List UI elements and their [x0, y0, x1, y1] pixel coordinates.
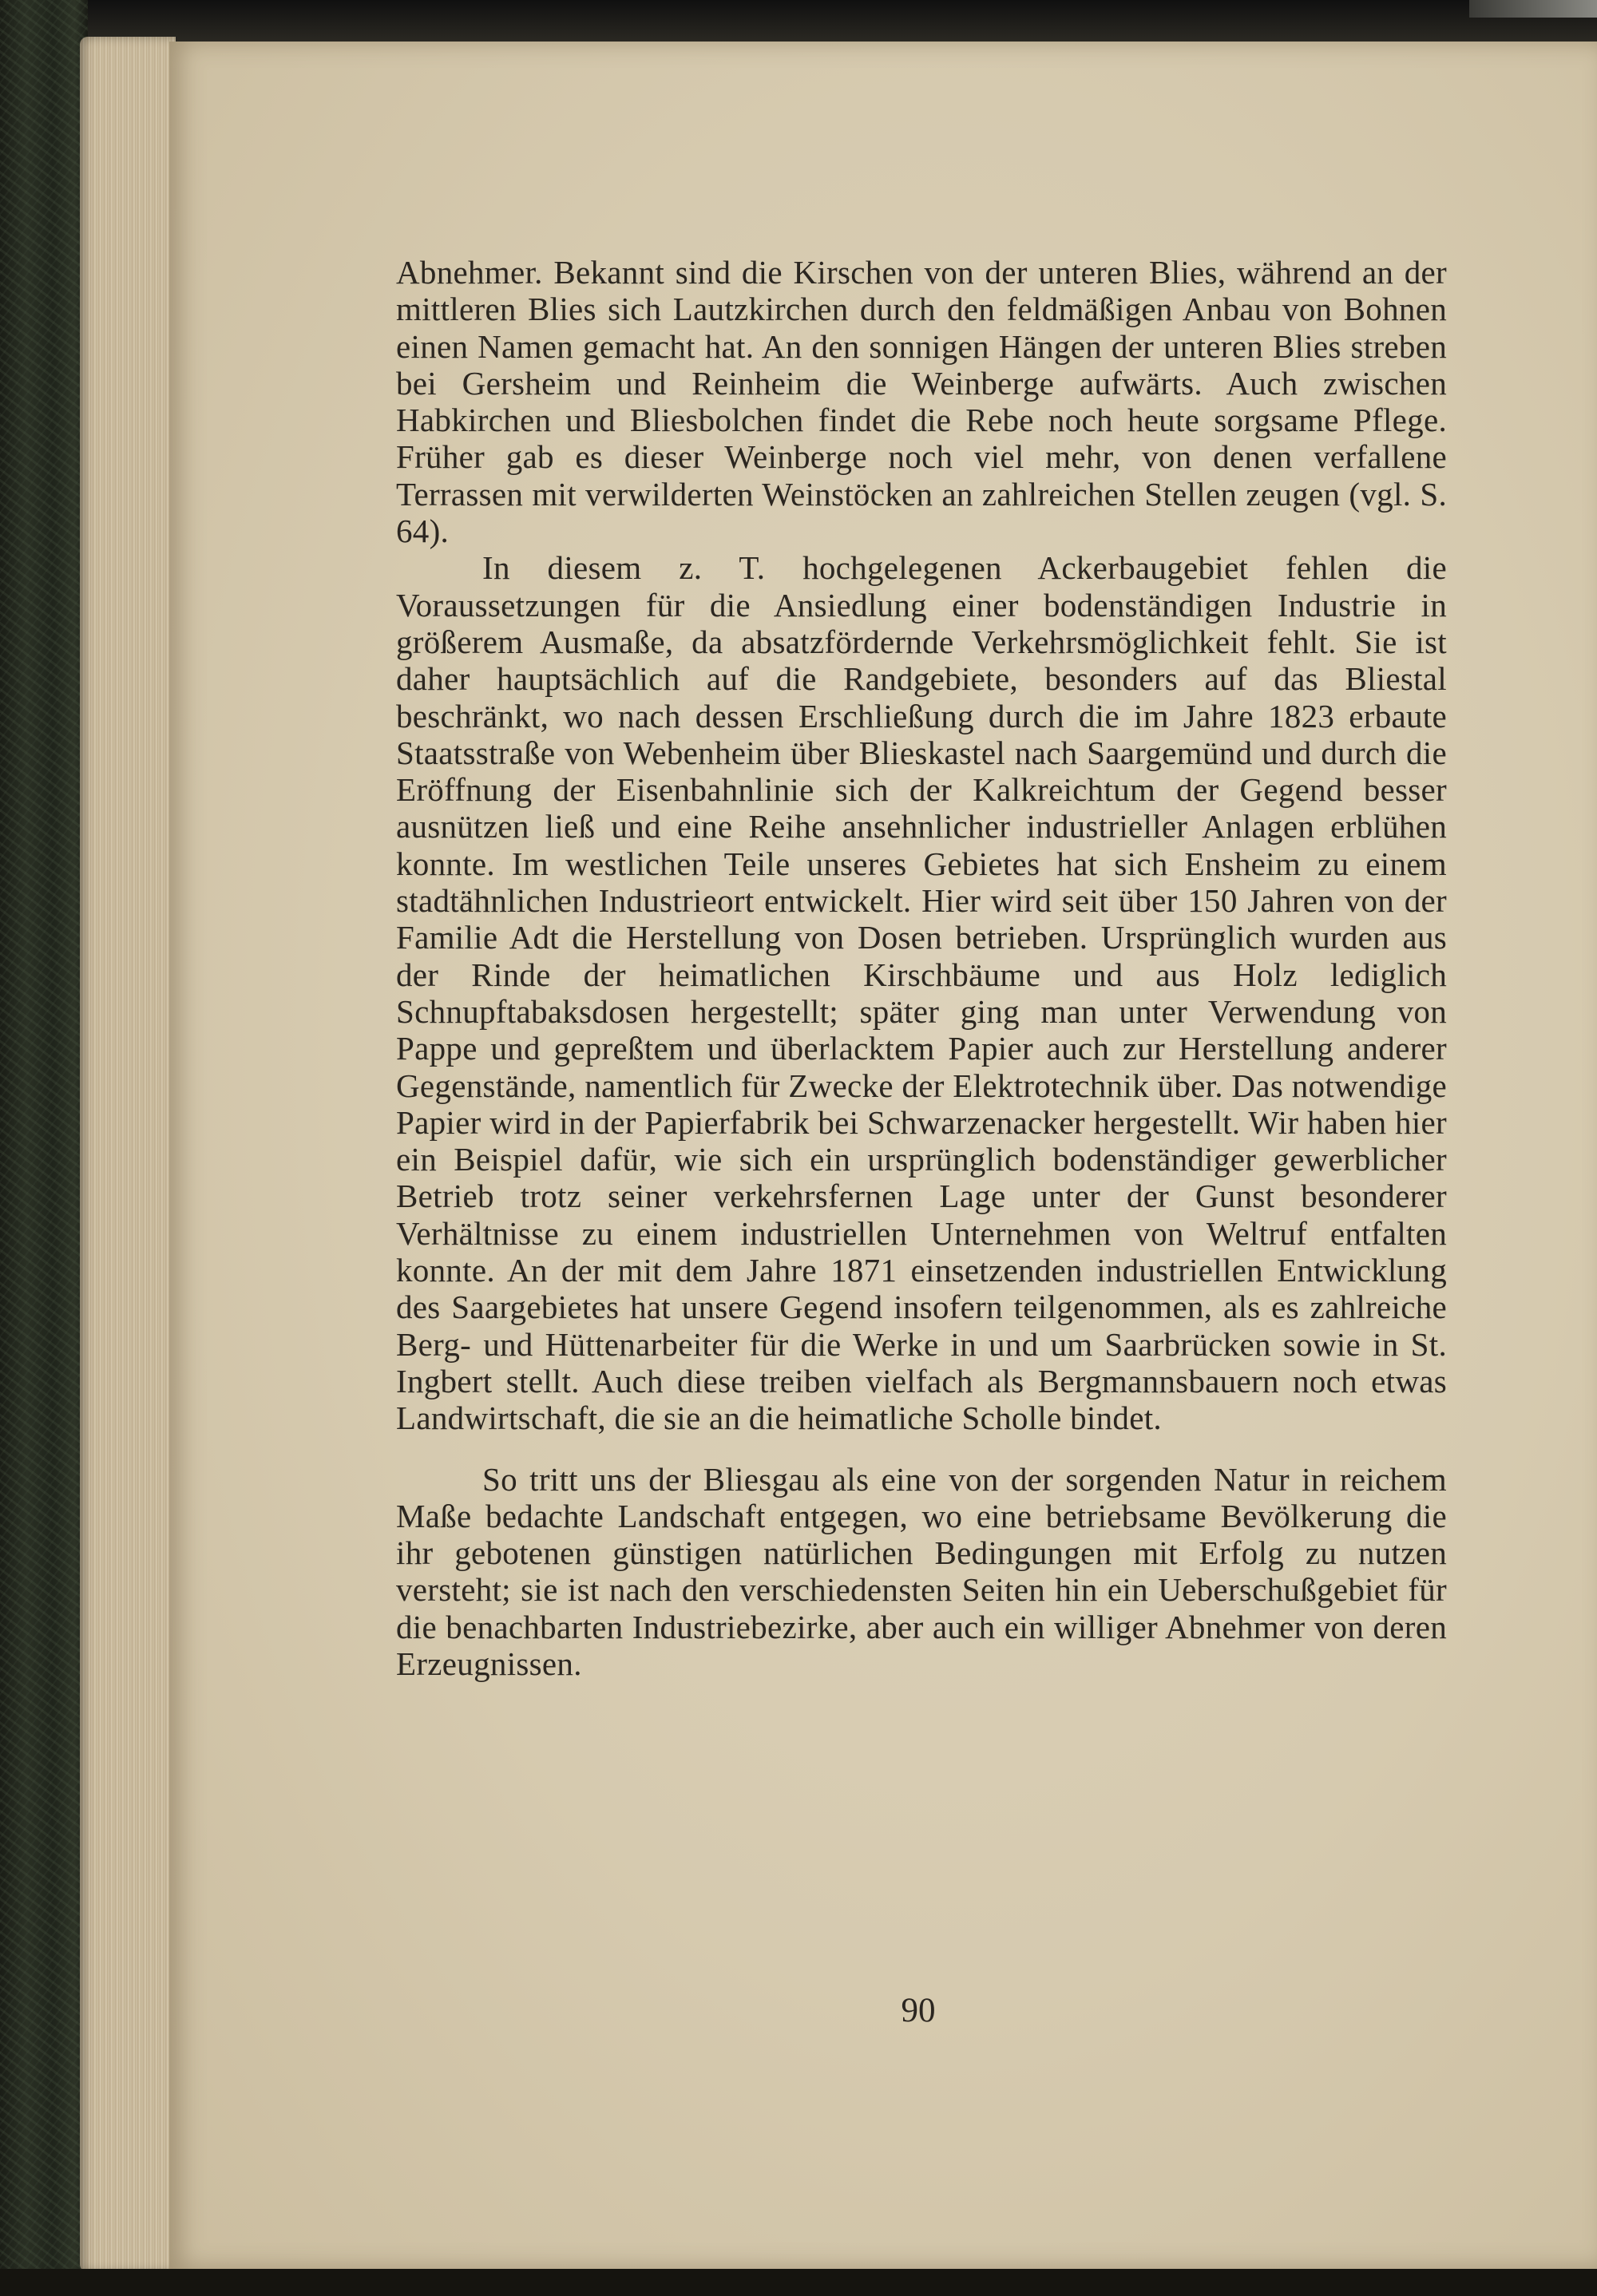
paragraph-1: Abnehmer. Bekannt sind die Kirschen von der unteren Blies, während an der mittleren Blies sich Lautzkirchen durch den feldmäßigen Anbau von Bohnen einen Namen gemacht hat. An den sonnigen Hängen der unteren Blies streben bei Gersheim und Reinheim die Weinberge aufwärts. Auch zwischen Habkirchen und Bliesbolchen findet die Rebe noch heute sorgsame Pflege. Früher gab es dieser Weinberge noch viel mehr, von denen verfallene Terrassen mit verwilderten Weinstöcken an zahlreichen Stellen zeugen (vgl. S. 64). [396, 254, 1447, 550]
scan-top-border [0, 0, 1597, 42]
book-cover [0, 0, 88, 2296]
cover-texture [0, 0, 88, 2296]
paragraph-2: In diesem z. T. hochgelegenen Ackerbaugebiet fehlen die Voraussetzungen für die Ansiedlung einer bodenständigen Industrie in größerem Ausmaße, da absatzfördernde Verkehrsmöglichkeit fehlt. Sie ist daher hauptsächlich auf die Randgebiete, besonders auf das Bliestal beschränkt, wo nach dessen Erschließung durch die im Jahre 1823 erbaute Staatsstraße von Webenheim über Blieskastel nach Saargemünd und durch die Eröffnung der Eisenbahnlinie sich der Kalkreichtum der Gegend besser ausnützen ließ und eine Reihe ansehnlicher industrieller Anlagen erblühen konnte. Im westlichen Teile unseres Gebietes hat sich Ensheim zu einem stadtähnlichen Industrieort entwickelt. Hier wird seit über 150 Jahren von der Familie Adt die Herstellung von Dosen betrieben. Ursprünglich wurden aus der Rinde der heimatlichen Kirschbäume und aus Holz lediglich Schnupftabaksdosen hergestellt; später ging man unter Verwendung von Pappe und gepreßtem und überlacktem Papier auch zur Herstellung anderer Gegenstände, namentlich für Zwecke der Elektrotechnik über. Das notwendige Papier wird in der Papierfabrik bei Schwarzenacker hergestellt. Wir haben hier ein Beispiel dafür, wie sich ein ursprünglich bodenständiger gewerblicher Betrieb trotz seiner verkehrsfernen Lage unter der Gunst besonderer Verhältnisse zu einem industriellen Unternehmen von Weltruf entfalten konnte. An der mit dem Jahre 1871 einsetzenden industriellen Entwicklung des Saargebietes hat unsere Gegend insofern teilgenommen, als es zahlreiche Berg- und Hüttenarbeiter für die Werke in und um Saarbrücken sowie in St. Ingbert stellt. Auch diese treiben vielfach als Bergmannsbauern noch etwas Landwirtschaft, die sie an die heimatliche Scholle bindet. [396, 549, 1447, 1437]
page-edges [80, 37, 176, 2272]
paragraph-3: So tritt uns der Bliesgau als eine von der sorgenden Natur in reichem Maße bedachte Landschaft entgegen, wo eine betriebsame Bevölkerung die ihr gebotenen günstigen natürlichen Bedingungen mit Erfolg zu nutzen versteht; sie ist nach den verschiedensten Seiten hin ein Ueberschußgebiet für die benachbarten Industriebezirke, aber auch ein williger Abnehmer von deren Erzeugnissen. [396, 1460, 1447, 1682]
page-text [396, 254, 1447, 1682]
page-number: 90 [901, 1992, 936, 2029]
scan-corner-mark [1469, 0, 1597, 18]
scan-bottom-border [0, 2269, 1597, 2296]
